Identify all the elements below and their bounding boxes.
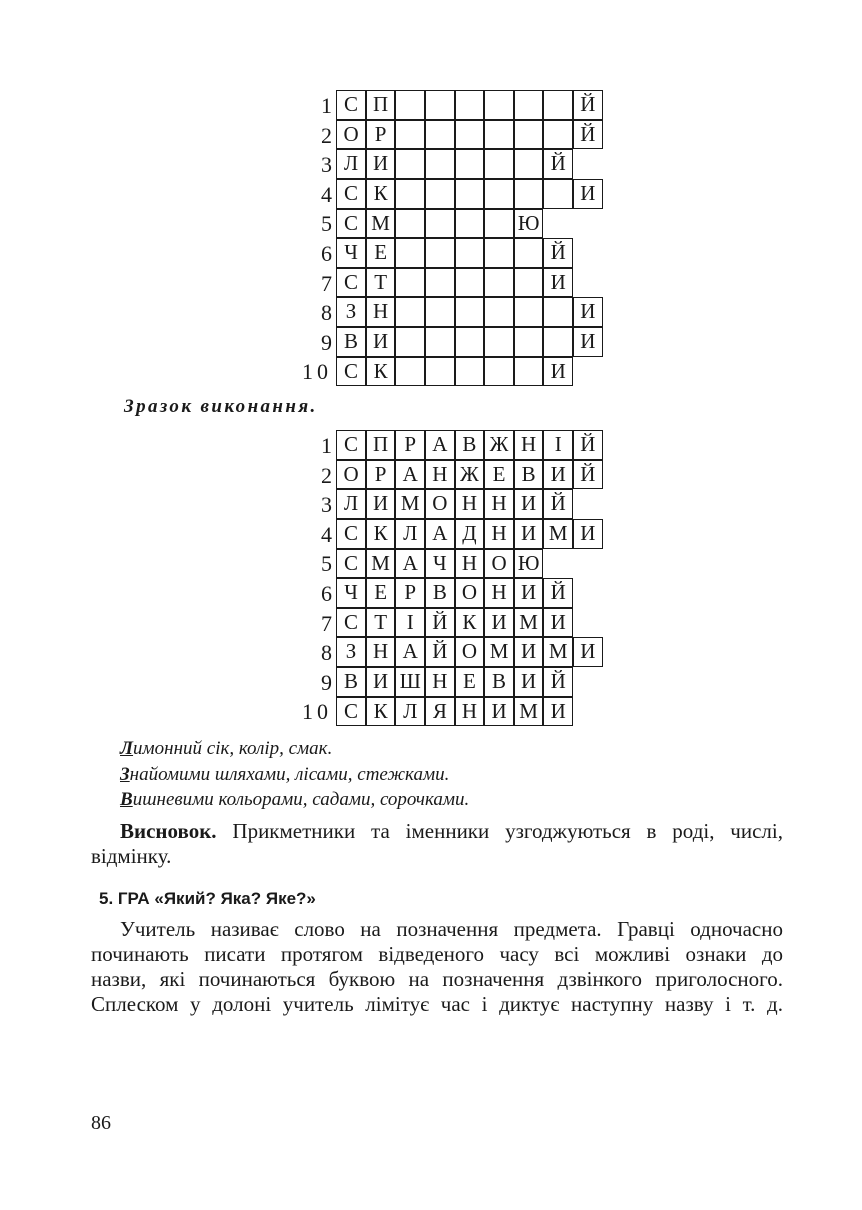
game-text-line: Сплеском у долоні учитель лімітує час і диктує наступну назву і т. д.	[91, 992, 783, 1016]
crossword-cell	[484, 179, 514, 209]
crossword-cell	[425, 179, 455, 209]
crossword-cell: Ш	[395, 667, 425, 697]
crossword-cell	[425, 327, 455, 357]
crossword-cell: С	[336, 549, 366, 579]
crossword-cell	[514, 149, 544, 179]
crossword-cell: О	[336, 120, 366, 150]
crossword-cell	[543, 90, 573, 120]
row-number: 4	[321, 521, 332, 547]
crossword-cell: Д	[455, 519, 485, 549]
crossword-cell: С	[336, 90, 366, 120]
crossword-cell	[425, 238, 455, 268]
row-number: 7	[321, 270, 332, 296]
crossword-cell	[514, 179, 544, 209]
crossword-cell	[484, 268, 514, 298]
crossword-cell: В	[455, 430, 485, 460]
crossword-cell: М	[514, 697, 544, 727]
crossword-cell: К	[366, 179, 396, 209]
crossword-cell: Т	[366, 608, 396, 638]
crossword-cell	[455, 90, 485, 120]
crossword-cell	[484, 90, 514, 120]
crossword-cell: М	[543, 637, 573, 667]
crossword-cell: И	[514, 637, 544, 667]
crossword-cell	[455, 268, 485, 298]
crossword-cell: Н	[455, 489, 485, 519]
example-line-1	[120, 738, 332, 760]
example-line-3	[120, 789, 469, 811]
crossword-cell: Л	[395, 697, 425, 727]
crossword-cell	[395, 120, 425, 150]
crossword-cell: К	[455, 608, 485, 638]
crossword-cell	[455, 357, 485, 387]
game-text-line: починають писати протягом відведеного часу всі можливі ознаки до	[91, 942, 783, 966]
crossword-cell: Й	[573, 460, 603, 490]
crossword-cell	[484, 238, 514, 268]
crossword-cell	[514, 268, 544, 298]
crossword-cell: И	[573, 519, 603, 549]
row-number: 10	[302, 699, 332, 725]
crossword-cell	[425, 120, 455, 150]
crossword-cell: О	[336, 460, 366, 490]
crossword-cell: И	[514, 489, 544, 519]
crossword-cell	[395, 149, 425, 179]
crossword-cell: Й	[425, 608, 455, 638]
crossword-cell	[543, 327, 573, 357]
conclusion-text: Прикметники та іменники узгоджуються в роді, числі,	[232, 819, 783, 843]
crossword-cell: Ю	[514, 549, 544, 579]
row-number: 1	[321, 433, 332, 458]
crossword-cell: С	[336, 697, 366, 727]
crossword-cell: А	[395, 637, 425, 667]
section-heading: 5. ГРА «Який? Яка? Яке?»	[99, 889, 316, 908]
row-number: 6	[321, 580, 332, 606]
crossword-cell	[543, 179, 573, 209]
row-number: 4	[321, 181, 332, 207]
crossword-cell: С	[336, 268, 366, 298]
crossword-cell: Ж	[484, 430, 514, 460]
row-number: 5	[321, 551, 332, 577]
crossword-cell: І	[543, 430, 573, 460]
crossword-cell: Р	[366, 120, 396, 150]
crossword-cell: С	[336, 209, 366, 239]
crossword-cell: В	[336, 327, 366, 357]
crossword-cell: И	[543, 268, 573, 298]
crossword-cell: Й	[543, 238, 573, 268]
crossword-cell	[484, 149, 514, 179]
crossword-cell	[455, 238, 485, 268]
crossword-cell: Л	[395, 519, 425, 549]
crossword-cell: М	[484, 637, 514, 667]
crossword-cell: И	[366, 489, 396, 519]
crossword-cell: И	[514, 519, 544, 549]
row-number: 2	[321, 122, 332, 148]
crossword-cell	[395, 90, 425, 120]
crossword-cell: Н	[425, 667, 455, 697]
crossword-cell: Е	[455, 667, 485, 697]
page-number: 86	[91, 1112, 111, 1134]
row-number: 8	[321, 640, 332, 666]
sample-title: Зразок виконання.	[124, 396, 318, 417]
crossword-cell: Р	[395, 578, 425, 608]
crossword-cell	[395, 209, 425, 239]
crossword-cell: П	[366, 430, 396, 460]
crossword-cell: Л	[336, 489, 366, 519]
crossword-cell	[455, 327, 485, 357]
crossword-cell	[514, 357, 544, 387]
row-number: 10	[302, 359, 332, 385]
crossword-cell: А	[425, 430, 455, 460]
row-number: 3	[321, 492, 332, 518]
crossword-cell	[425, 297, 455, 327]
crossword-cell: С	[336, 430, 366, 460]
row-number: 7	[321, 610, 332, 636]
crossword-cell: Ч	[336, 238, 366, 268]
crossword-cell	[484, 209, 514, 239]
crossword-cell	[395, 238, 425, 268]
crossword-cell: Й	[573, 90, 603, 120]
crossword-cell: Е	[366, 238, 396, 268]
crossword-cell: Н	[366, 297, 396, 327]
crossword-cell: Ч	[425, 549, 455, 579]
crossword-cell: Н	[484, 519, 514, 549]
crossword-cell	[514, 120, 544, 150]
crossword-cell: Н	[455, 697, 485, 727]
crossword-cell: Й	[573, 120, 603, 150]
conclusion-label: Висновок.	[120, 819, 217, 843]
crossword-cell: К	[366, 357, 396, 387]
crossword-cell: О	[455, 578, 485, 608]
crossword-cell: И	[573, 179, 603, 209]
crossword-cell: И	[543, 357, 573, 387]
crossword-cell	[425, 268, 455, 298]
crossword-cell: И	[514, 667, 544, 697]
crossword-cell: Ж	[455, 460, 485, 490]
crossword-cell	[425, 357, 455, 387]
example-first-letter: Л	[120, 738, 134, 759]
crossword-cell: И	[484, 697, 514, 727]
crossword-cell: К	[366, 519, 396, 549]
crossword-cell: Й	[543, 578, 573, 608]
crossword-cell: И	[366, 149, 396, 179]
crossword-cell: Н	[425, 460, 455, 490]
crossword-cell: А	[395, 549, 425, 579]
crossword-cell: Я	[425, 697, 455, 727]
row-number: 8	[321, 300, 332, 326]
crossword-cell: О	[455, 637, 485, 667]
crossword-cell	[484, 120, 514, 150]
crossword-cell: О	[484, 549, 514, 579]
crossword-cell: Р	[366, 460, 396, 490]
crossword-cell: В	[514, 460, 544, 490]
crossword-cell	[395, 268, 425, 298]
example-line-2	[120, 764, 449, 786]
crossword-cell: М	[366, 209, 396, 239]
crossword-cell: Н	[484, 578, 514, 608]
crossword-cell: Ю	[514, 209, 544, 239]
crossword-cell: М	[514, 608, 544, 638]
crossword-cell: Й	[425, 637, 455, 667]
crossword-cell	[484, 327, 514, 357]
crossword-cell: С	[336, 608, 366, 638]
crossword-cell	[484, 357, 514, 387]
crossword-cell	[425, 209, 455, 239]
crossword-cell: В	[484, 667, 514, 697]
crossword-cell: З	[336, 637, 366, 667]
crossword-cell: В	[425, 578, 455, 608]
crossword-cell: С	[336, 179, 366, 209]
example-first-letter: З	[120, 764, 130, 785]
crossword-cell: И	[573, 327, 603, 357]
example-text: имонний сік, колір, смак.	[133, 738, 333, 759]
game-paragraph	[91, 917, 783, 1017]
crossword-cell: М	[543, 519, 573, 549]
crossword-cell: М	[395, 489, 425, 519]
crossword-cell: И	[484, 608, 514, 638]
crossword-cell: С	[336, 357, 366, 387]
crossword-cell	[455, 209, 485, 239]
crossword-cell: Н	[484, 489, 514, 519]
crossword-cell: Н	[366, 637, 396, 667]
crossword-cell	[514, 238, 544, 268]
row-number: 5	[321, 211, 332, 237]
crossword-cell: Й	[543, 667, 573, 697]
crossword-cell	[514, 327, 544, 357]
crossword-cell	[425, 149, 455, 179]
crossword-cell: З	[336, 297, 366, 327]
crossword-cell: М	[366, 549, 396, 579]
row-number: 6	[321, 240, 332, 266]
crossword-cell	[455, 149, 485, 179]
row-number: 1	[321, 93, 332, 118]
crossword-cell	[395, 327, 425, 357]
example-first-letter: В	[120, 789, 133, 810]
crossword-cell	[455, 120, 485, 150]
example-text: ишневими кольорами, садами, сорочками.	[132, 789, 470, 810]
crossword-cell: Н	[455, 549, 485, 579]
crossword-cell	[484, 297, 514, 327]
crossword-cell: Й	[543, 149, 573, 179]
crossword-cell	[455, 297, 485, 327]
crossword-cell	[455, 179, 485, 209]
crossword-cell: Е	[366, 578, 396, 608]
crossword-cell: Т	[366, 268, 396, 298]
crossword-cell: Н	[514, 430, 544, 460]
crossword-cell: И	[573, 637, 603, 667]
crossword-cell: А	[395, 460, 425, 490]
crossword-cell	[395, 179, 425, 209]
crossword-cell: И	[366, 667, 396, 697]
crossword-cell	[543, 297, 573, 327]
crossword-cell: П	[366, 90, 396, 120]
crossword-cell	[514, 297, 544, 327]
crossword-cell: І	[395, 608, 425, 638]
crossword-cell: Л	[336, 149, 366, 179]
example-text: найомими шляхами, лісами, стежками.	[129, 764, 450, 785]
crossword-cell	[395, 357, 425, 387]
row-number: 9	[321, 669, 332, 695]
crossword-cell: И	[543, 608, 573, 638]
crossword-cell: И	[543, 697, 573, 727]
game-text-line: Учитель називає слово на позначення предмета. Гравці одночасно	[120, 917, 783, 941]
row-number: 9	[321, 329, 332, 355]
crossword-cell	[425, 90, 455, 120]
crossword-cell: И	[366, 327, 396, 357]
crossword-cell: И	[573, 297, 603, 327]
crossword-cell: В	[336, 667, 366, 697]
crossword-cell	[395, 297, 425, 327]
conclusion-text-end: відмінку.	[91, 844, 172, 868]
row-number: 2	[321, 462, 332, 488]
crossword-cell: Й	[573, 430, 603, 460]
crossword-cell: И	[543, 460, 573, 490]
crossword-cell: Й	[543, 489, 573, 519]
crossword-cell: К	[366, 697, 396, 727]
crossword-cell	[514, 90, 544, 120]
row-number: 3	[321, 152, 332, 178]
crossword-cell: Ч	[336, 578, 366, 608]
crossword-cell: А	[425, 519, 455, 549]
crossword-cell: С	[336, 519, 366, 549]
crossword-cell: И	[514, 578, 544, 608]
crossword-cell: Е	[484, 460, 514, 490]
conclusion-paragraph	[91, 819, 783, 869]
crossword-cell	[543, 120, 573, 150]
crossword-cell: О	[425, 489, 455, 519]
game-text-line: назви, які починаються буквою на позначення дзвінкого приголосного.	[91, 967, 783, 991]
crossword-cell: Р	[395, 430, 425, 460]
